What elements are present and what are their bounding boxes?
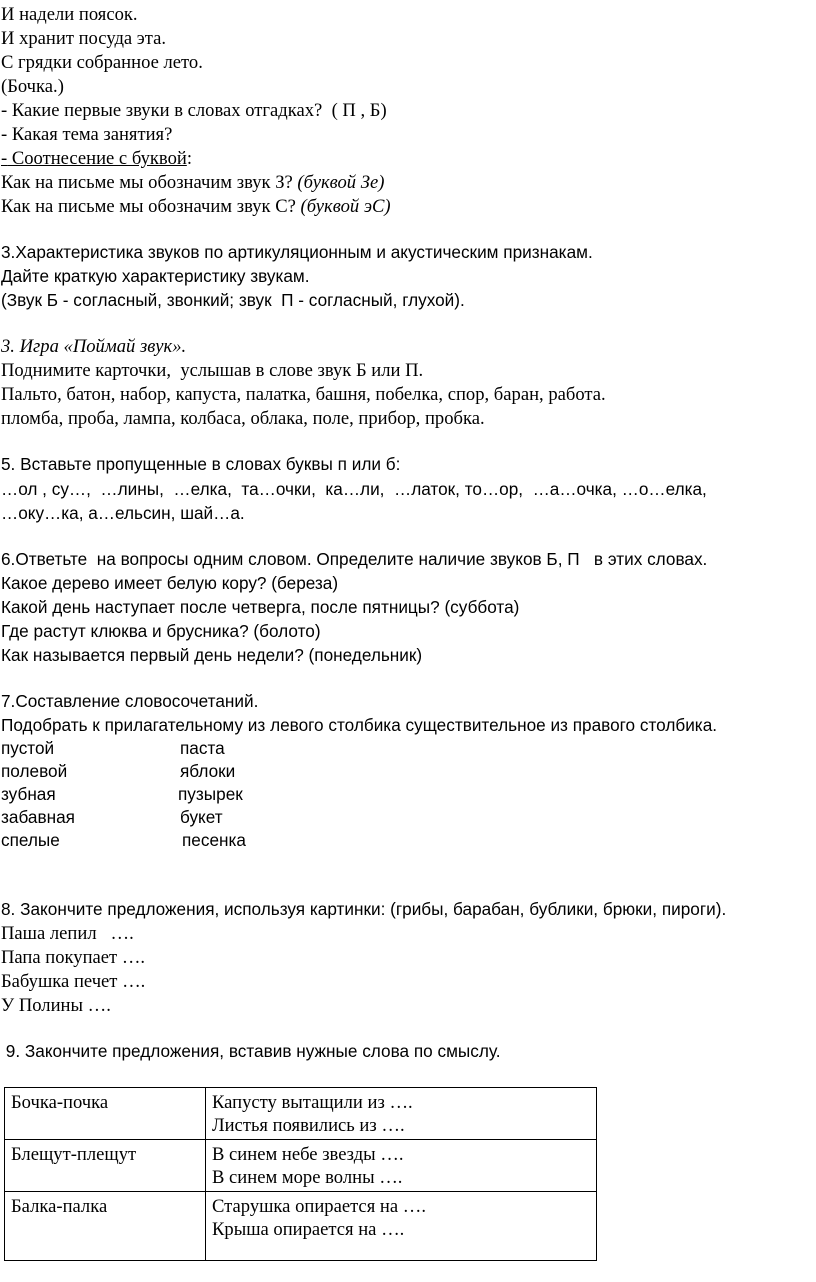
section-6-line: Как называется первый день недели? (понедельник) <box>1 645 423 665</box>
sentence: Капусту вытащили из …. <box>212 1092 413 1113</box>
relation-dash: - <box>1 148 8 169</box>
riddle-answer: (Бочка.) <box>1 76 64 97</box>
adjective-item: зубная <box>1 784 56 804</box>
game-line: пломба, проба, лампа, колбаса, облака, поле, прибор, пробка. <box>1 408 485 429</box>
table-row <box>5 1088 597 1140</box>
riddle-line: С грядки собранное лето. <box>1 52 203 73</box>
noun-item: пузырек <box>178 784 243 804</box>
section-7-title: 7.Составление словосочетаний. <box>1 691 259 711</box>
section-8-line: Бабушка печет …. <box>1 971 146 992</box>
adjective-item: пустой <box>1 738 55 758</box>
section-3-answer: (Звук Б - согласный, звонкий; звук П - согласный, глухой). <box>1 290 465 310</box>
word-pair-cell: Блещут-плещут <box>5 1140 206 1192</box>
section-6-title: 6.Ответьте на вопросы одним словом. Определите наличие звуков Б, П в этих словах. <box>1 549 708 569</box>
section-5-title: 5. Вставьте пропущенные в словах буквы п или б: <box>1 454 401 474</box>
relation-heading <box>1 147 192 170</box>
noun-item: песенка <box>182 830 246 850</box>
noun-item: букет <box>180 807 223 827</box>
relation-label: Соотнесение с буквой <box>7 148 187 169</box>
section-6-line: Где растут клюква и брусника? (болото) <box>1 621 321 641</box>
letter-question <box>1 195 391 218</box>
sentence: Крыша опирается на …. <box>212 1219 405 1240</box>
question-line: - Какие первые звуки в словах отгадках? ( П , Б) <box>1 100 387 121</box>
sentences-cell <box>206 1088 597 1140</box>
sentence: В синем небе звезды …. <box>212 1144 404 1165</box>
section-5-line: …оку…ка, а…ельсин, шай…а. <box>1 503 245 523</box>
table-row <box>5 1192 597 1261</box>
riddle-line: И надели поясок. <box>1 4 138 25</box>
section-3-title: 3.Характеристика звуков по артикуляционным и акустическим признакам. <box>1 242 593 262</box>
sentence: В синем море волны …. <box>212 1167 403 1188</box>
section-9-title: 9. Закончите предложения, вставив нужные слова по смыслу. <box>1 1041 501 1061</box>
adjective-item: спелые <box>1 830 60 850</box>
letter-question-answer: (буквой Зе) <box>297 172 385 193</box>
section-6-line: Какое дерево имеет белую кору? (береза) <box>1 573 339 593</box>
sentences-cell <box>206 1140 597 1192</box>
section-8-line: У Полины …. <box>1 995 111 1016</box>
sentence: Старушка опирается на …. <box>212 1196 426 1217</box>
game-title: 3. Игра «Поймай звук». <box>1 336 187 357</box>
riddle-line: И хранит посуда эта. <box>1 28 167 49</box>
game-line: Поднимите карточки, услышав в слове звук Б или П. <box>1 360 424 381</box>
letter-question-answer: (буквой эС) <box>300 196 391 217</box>
sentences-cell <box>206 1192 597 1261</box>
sentence: Листья появились из …. <box>212 1115 405 1136</box>
word-pair-cell: Бочка-почка <box>5 1088 206 1140</box>
letter-question-text: Как на письме мы обозначим звук С? <box>1 196 301 217</box>
section-8-line: Папа покупает …. <box>1 947 146 968</box>
section-8-line: Паша лепил …. <box>1 923 134 944</box>
question-line: - Какая тема занятия? <box>1 124 173 145</box>
relation-colon: : <box>186 148 192 169</box>
adjective-item: забавная <box>1 807 75 827</box>
section-7-task: Подобрать к прилагательному из левого столбика существительное из правого столбика. <box>1 715 718 735</box>
adjective-item: полевой <box>1 761 68 781</box>
noun-item: яблоки <box>180 761 236 781</box>
section-5-line: …ол , су…, …лины, …елка, та…очки, ка…ли, …латок, то…ор, …а…очка, …о…елка, <box>1 479 707 499</box>
noun-item: паста <box>180 738 225 758</box>
word-pair-cell: Балка-палка <box>5 1192 206 1261</box>
letter-question <box>1 171 384 194</box>
game-line: Пальто, батон, набор, капуста, палатка, башня, побелка, спор, баран, работа. <box>1 384 606 405</box>
section-6-line: Какой день наступает после четверга, после пятницы? (суббота) <box>1 597 520 617</box>
letter-question-text: Как на письме мы обозначим звук З? <box>1 172 298 193</box>
table-row <box>5 1140 597 1192</box>
section-8-title: 8. Закончите предложения, используя картинки: (грибы, барабан, бублики, брюки, пироги). <box>1 899 727 919</box>
paronyms-table <box>4 1087 597 1261</box>
section-3-task: Дайте краткую характеристику звукам. <box>1 266 310 286</box>
